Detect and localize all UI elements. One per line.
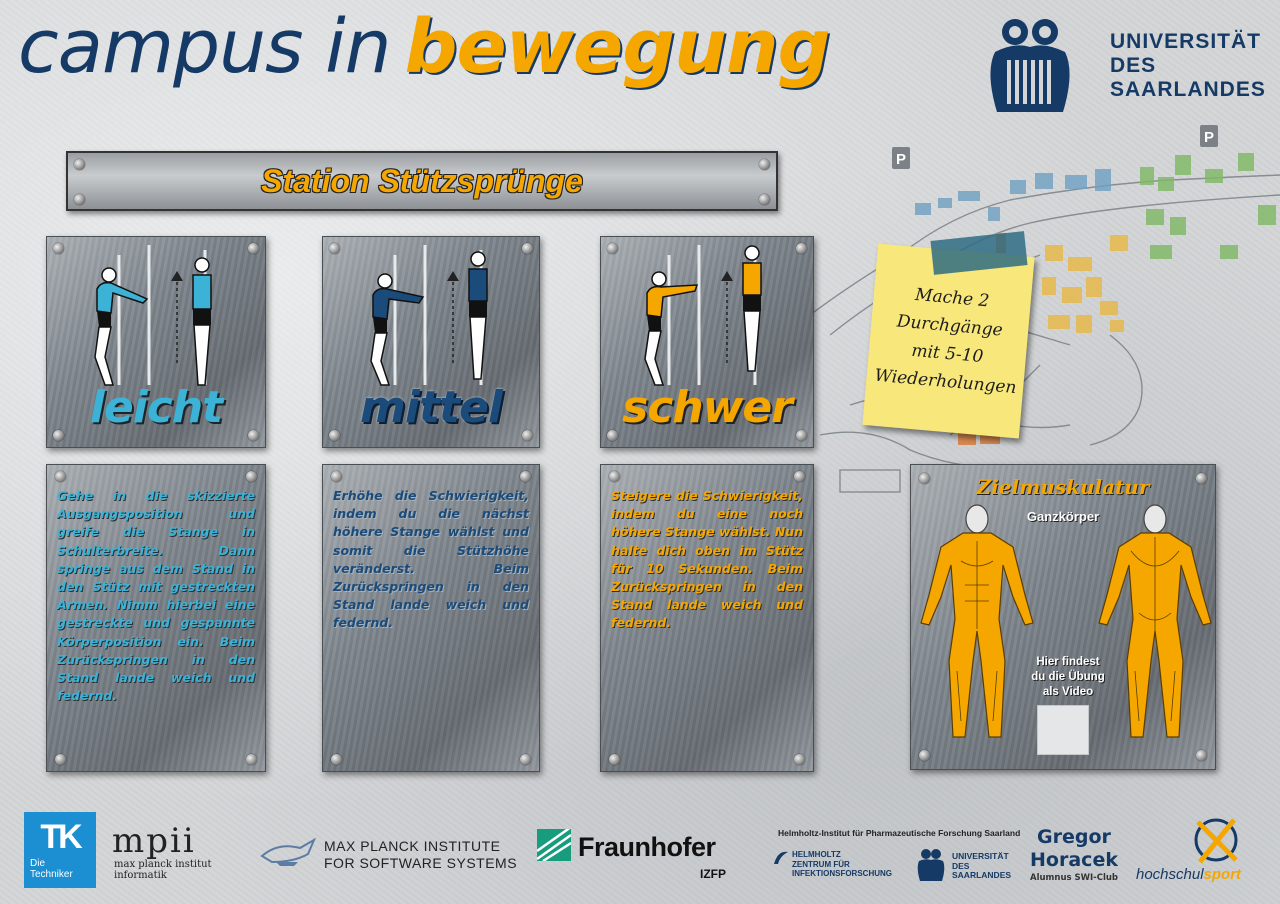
level-plate-leicht (46, 236, 266, 448)
hochschulsport-name: hochschulsport (1136, 866, 1242, 883)
description-plate-mittel (322, 464, 540, 772)
screw-icon (331, 471, 342, 482)
mpii-name: max planck institut informatik (114, 859, 212, 881)
campaign-title (18, 4, 830, 90)
target-muscles-plate (910, 464, 1216, 770)
fraunhofer-name: Fraunhofer (578, 832, 716, 862)
description-leicht: Gehe in die skizzierte Ausgangsposition und greife die Stange in Schulterbreite. Dann springe aus dem Stand in den Stütz mit gestreckten Armen. Nimm hierbei eine gestreckte und gespannte Körperposition ein. Beim Zurückspringen in den Stand lande weich und federnd. (57, 488, 255, 704)
video-hint: Hier findest du die Übung als Video (1031, 656, 1105, 698)
title-part-2: bewegung (404, 4, 830, 90)
note-line: mit 5-10 (910, 340, 985, 368)
helmholtz-icon (772, 848, 790, 866)
station-title: Station Stützsprünge (261, 163, 583, 199)
screw-icon (1196, 750, 1207, 761)
title-part-1: campus in (18, 4, 391, 90)
tk-logo: TK Die Techniker (24, 812, 96, 888)
fraunhofer-izfp: IZFP (700, 867, 726, 881)
gregor-horacek-logo: Gregor Horacek Alumnus SWI-Club (1030, 826, 1118, 883)
exercise-figure-schwer (637, 245, 777, 390)
screw-icon (794, 754, 805, 765)
fraunhofer-mark-icon (537, 829, 571, 861)
note-line: Wiederholungen (873, 365, 1018, 399)
description-mittel: Erhöhe die Schwierigkeit, indem du die nächst höhere Stange wählst und somit die Stützhöhe veränderst. Beim Zurückspringen in den Stand lande weich und federnd. (333, 488, 529, 631)
level-plate-mittel (322, 236, 540, 448)
screw-icon (522, 243, 533, 254)
screw-icon (609, 754, 620, 765)
mpi-sws-lamp-icon (258, 832, 318, 868)
university-owl-logo-small (916, 848, 946, 884)
level-label-schwer: schwer (622, 382, 792, 433)
hzi-name: HELMHOLTZ ZENTRUM FÜR INFEKTIONSFORSCHUNG (792, 850, 892, 878)
screw-icon (246, 754, 257, 765)
level-plate-schwer (600, 236, 814, 448)
exercise-figure-leicht (87, 245, 227, 390)
screw-icon (331, 754, 342, 765)
hochschulsport-icon (1186, 812, 1244, 866)
hips-name: Helmholtz-Institut für Pharmazeutische Forschung Saarland (778, 828, 1021, 838)
parking-label: P (896, 151, 907, 168)
screw-icon (55, 754, 66, 765)
screw-icon (607, 243, 618, 254)
uds-name-small: UNIVERSITÄT DES SAARLANDES (952, 851, 1012, 880)
parking-label: P (1204, 129, 1215, 146)
description-plate-schwer (600, 464, 814, 772)
screw-icon (55, 471, 66, 482)
screw-icon (329, 243, 340, 254)
screw-icon (53, 243, 64, 254)
target-muscles-title: Zielmuskulatur (976, 475, 1150, 499)
screw-icon (248, 243, 259, 254)
mpi-sws-name: MAX PLANCK INSTITUTE FOR SOFTWARE SYSTEMS (324, 838, 518, 871)
university-name: UNIVERSITÄT DES SAARLANDES (1110, 30, 1266, 101)
target-muscles-subtitle: Ganzkörper (1026, 509, 1100, 524)
screw-icon (919, 750, 930, 761)
description-schwer: Steigere die Schwierigkeit, indem du eine noch höhere Stange wählst. Nun halte dich oben im Stütz für 10 Sekunden. Beim Zurückspringen in den Stand lande weich und federnd. (611, 488, 803, 631)
screw-icon (796, 243, 807, 254)
exercise-figure-mittel (363, 245, 503, 390)
video-qr-code[interactable] (1037, 705, 1089, 755)
station-banner (66, 151, 778, 211)
mpii-logo: mpii (112, 821, 196, 861)
screw-icon (520, 754, 531, 765)
note-line: Durchgänge (896, 311, 1004, 341)
body-back-icon (1095, 501, 1215, 751)
level-label-mittel: mittel (360, 382, 502, 433)
screw-icon (520, 471, 531, 482)
screw-icon (794, 471, 805, 482)
note-line: Mache 2 (914, 284, 991, 312)
body-front-icon (917, 501, 1037, 751)
description-plate-leicht (46, 464, 266, 772)
screw-icon (609, 471, 620, 482)
level-label-leicht: leicht (89, 382, 223, 433)
screw-icon (246, 471, 257, 482)
